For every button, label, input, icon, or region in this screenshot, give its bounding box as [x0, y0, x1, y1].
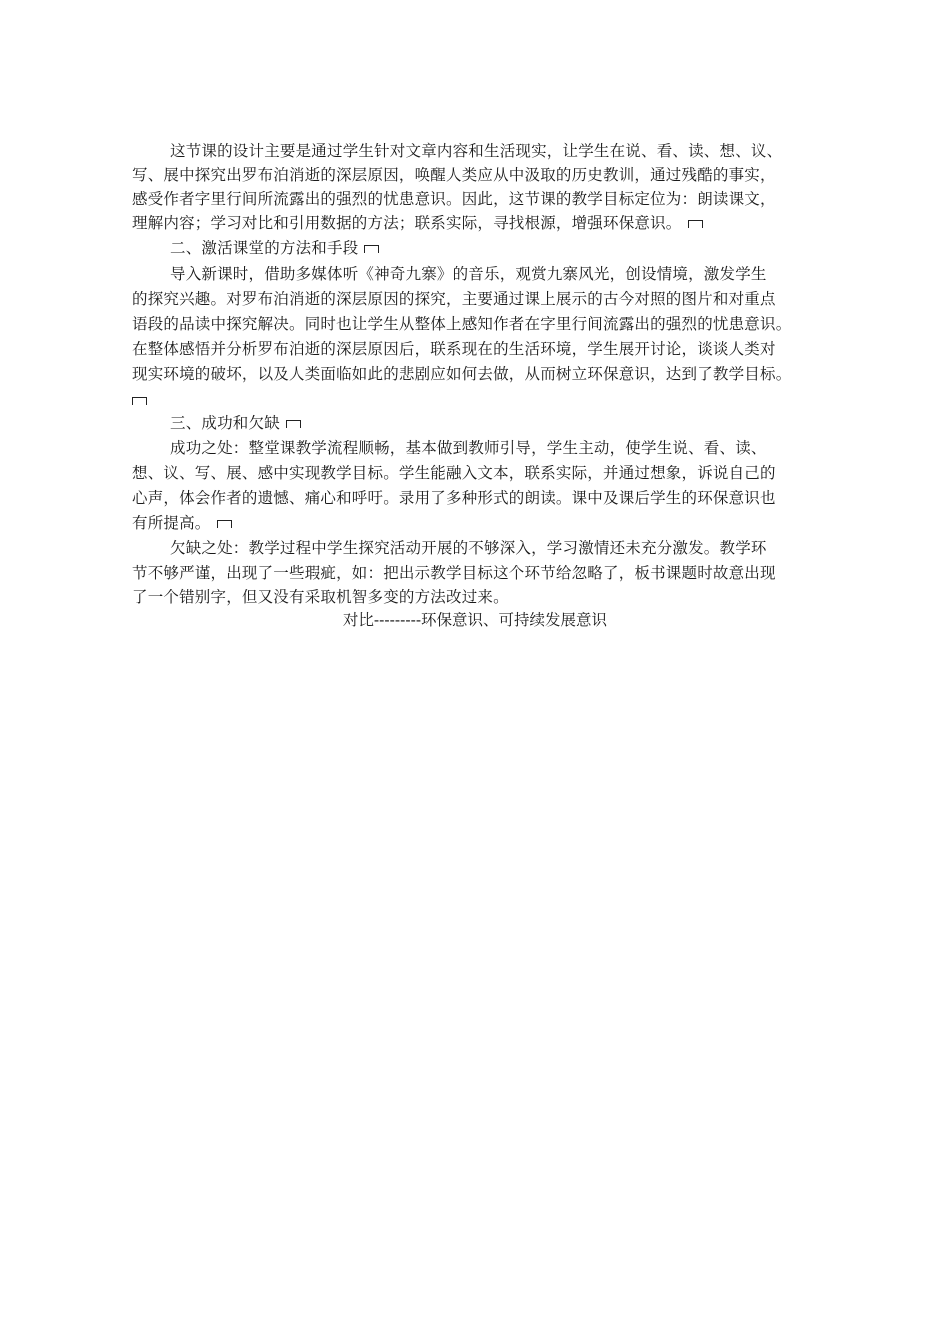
paragraph-3-line-2: 想、议、写、展、感中实现教学目标。学生能融入文本，联系实际，并通过想象，诉说自己的 — [132, 464, 776, 482]
paragraph-mark-icon — [217, 520, 232, 528]
section-heading-3: 三、成功和欠缺 — [170, 411, 301, 435]
paragraph-2-line-4: 在整体感悟并分析罗布泊逝的深层原因后，联系现在的生活环境，学生展开讨论，谈谈人类对 — [132, 340, 776, 358]
paragraph-mark-icon — [286, 420, 301, 428]
paragraph-1-line-4: 理解内容；学习对比和引用数据的方法；联系实际，寻找根源，增强环保意识。 — [132, 211, 703, 235]
paragraph-mark-icon — [132, 397, 147, 405]
paragraph-2-line-3: 语段的品读中探究解决。同时也让学生从整体上感知作者在字里行间流露出的强烈的忧患意识。 — [132, 315, 792, 333]
paragraph-4-line-3: 了一个错别字，但又没有采取机智多变的方法改过来。 — [132, 588, 509, 606]
paragraph-1-line-1: 这节课的设计主要是通过学生针对文章内容和生活现实，让学生在说、看、读、想、议、 — [170, 142, 783, 160]
paragraph-3-line-1: 成功之处：整堂课教学流程顺畅，基本做到教师引导，学生主动，使学生说、看、读、 — [170, 439, 767, 457]
paragraph-3-line-3: 心声，体会作者的遗憾、痛心和呼吁。录用了多种形式的朗读。课中及课后学生的环保意识也 — [132, 489, 776, 507]
paragraph-3-line-4: 有所提高。 — [132, 511, 232, 535]
paragraph-2-line-5: 现实环境的破坏，以及人类面临如此的悲剧应如何去做，从而树立环保意识，达到了教学目标。 — [132, 365, 792, 383]
paragraph-mark-icon — [688, 220, 703, 228]
paragraph-mark-icon — [364, 245, 379, 253]
paragraph-1-line-3: 感受作者字里行间所流露出的强烈的忧患意识。因此，这节课的教学目标定位为：朗读课文， — [132, 190, 776, 208]
section-heading-2: 二、激活课堂的方法和手段 — [170, 236, 379, 260]
board-summary: 对比---------环保意识、可持续发展意识 — [342, 611, 608, 629]
paragraph-4-line-2: 节不够严谨，出现了一些瑕疵，如：把出示教学目标这个环节给忽略了，板书课题时故意出现 — [132, 564, 776, 582]
paragraph-2-end-mark — [132, 388, 147, 412]
paragraph-2-line-1: 导入新课时，借助多媒体听《神奇九寨》的音乐，观赏九寨风光，创设情境，激发学生 — [170, 265, 767, 283]
paragraph-4-line-1: 欠缺之处：教学过程中学生探究活动开展的不够深入，学习激情还未充分激发。教学环 — [170, 539, 767, 557]
paragraph-2-line-2: 的探究兴趣。对罗布泊消逝的深层原因的探究，主要通过课上展示的古今对照的图片和对重点 — [132, 290, 776, 308]
paragraph-1-line-2: 写、展中探究出罗布泊消逝的深层原因，唤醒人类应从中汲取的历史教训，通过残酷的事实， — [132, 166, 776, 184]
